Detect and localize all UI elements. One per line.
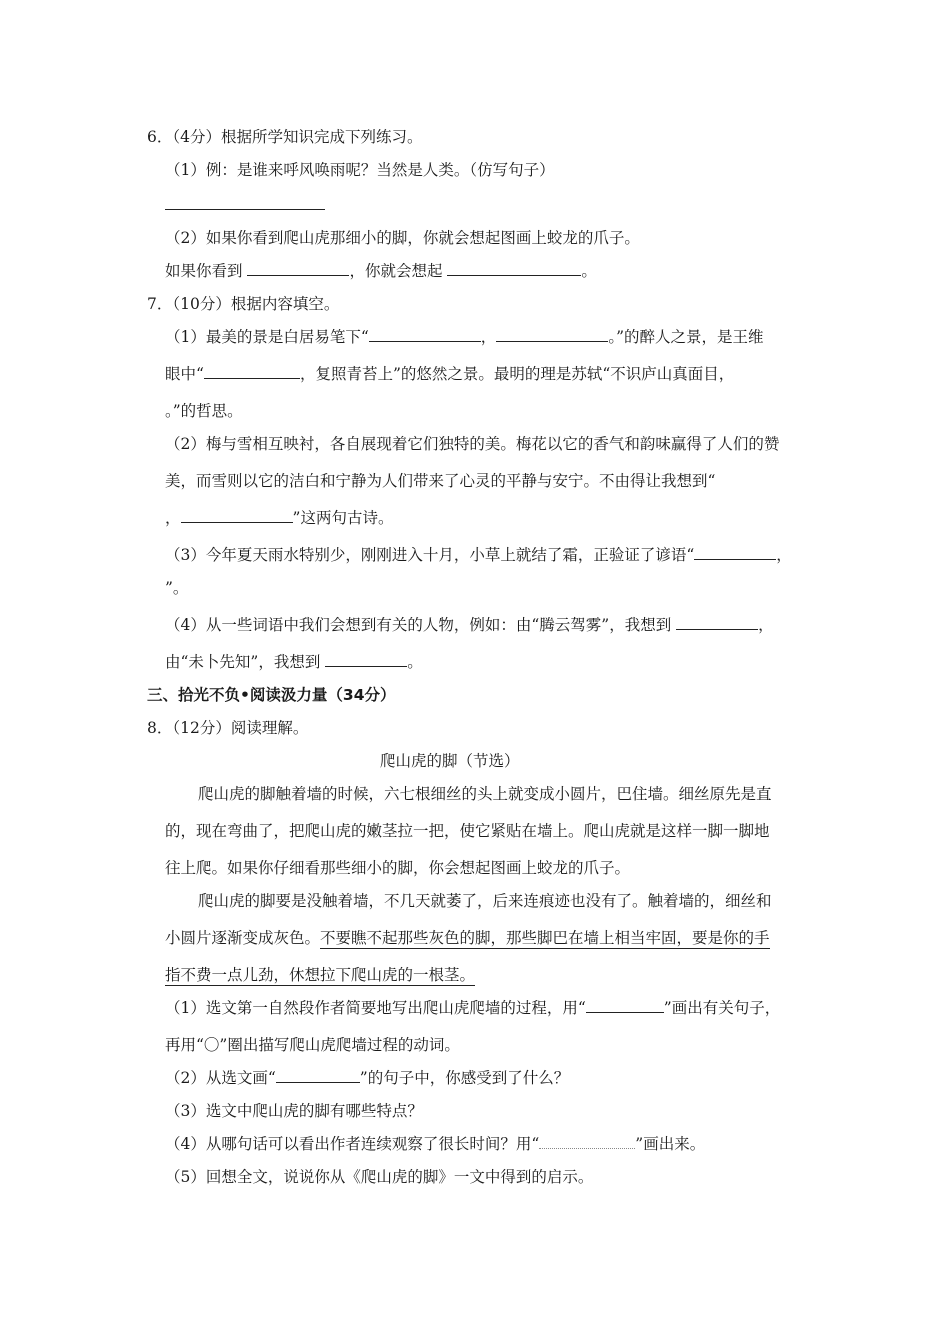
q8-sub4 [165, 1133, 705, 1155]
text: 如果你看到 [165, 262, 243, 280]
blank-input[interactable] [496, 326, 608, 342]
text: ， [165, 509, 181, 527]
q7-part2-line3 [165, 507, 393, 529]
blank-input[interactable] [447, 260, 581, 276]
passage-para2-line1: 爬山虎的脚要是没触着墙，不几天就萎了，后来连痕迹也没有了。触着墙的，细丝和 [198, 892, 772, 910]
q8-sub1-line1 [165, 997, 780, 1019]
section-heading: 三、拾光不负•阅读汲力量（34分） [147, 686, 396, 704]
text: 由“未卜先知”，我想到 [165, 653, 321, 671]
passage-para1-line1: 爬山虎的脚触着墙的时候，六七根细丝的头上就变成小圆片，巴住墙。细丝原先是直 [198, 785, 772, 803]
passage-para2-line2 [165, 927, 770, 949]
blank-input[interactable] [247, 260, 349, 276]
text: 小圆片逐渐变成灰色。 [165, 929, 321, 947]
q8-sub1-line2: 再用“〇”圈出描写爬山虎爬墙过程的动词。 [165, 1036, 460, 1054]
q8-stem: 8．（12分）阅读理解。 [147, 719, 309, 737]
text: 眼中“ [165, 365, 204, 383]
blank-input[interactable] [204, 363, 300, 379]
q6-part1: （1）例：是谁来呼风唤雨呢？当然是人类。（仿写句子） [165, 161, 555, 179]
q8-sub5: （5）回想全文，说说你从《爬山虎的脚》一文中得到的启示。 [165, 1168, 594, 1186]
wavy-underline-sample [539, 1136, 635, 1149]
text: ”画出来。 [635, 1135, 706, 1153]
underlined-sentence: 指不费一点儿劲，休想拉下爬山虎的一根茎。 [165, 966, 476, 984]
q7-part3-line2: ”。 [165, 579, 189, 597]
text: （2）从选文画“ [165, 1069, 276, 1087]
underline-sample [586, 997, 664, 1013]
q7-part1-line2 [165, 363, 734, 385]
q7-part4-line1 [165, 614, 774, 636]
q6-answer-line[interactable] [165, 209, 325, 210]
text: （4）从一些词语中我们会想到有关的人物，例如：由“腾云驾雾”，我想到 [165, 616, 672, 634]
text: （3）今年夏天雨水特别少，刚刚进入十月，小草上就结了霜，正验证了谚语“ [165, 546, 695, 564]
text: 。”的醉人之景，是王维 [608, 328, 764, 346]
blank-input[interactable] [369, 326, 481, 342]
text: （1）选文第一自然段作者简要地写出爬山虎爬墙的过程，用“ [165, 999, 586, 1017]
q6-stem: 6．（4分）根据所学知识完成下列练习。 [147, 128, 423, 146]
blank-input[interactable] [676, 614, 758, 630]
q7-part2-line1: （2）梅与雪相互映衬，各自展现着它们独特的美。梅花以它的香气和韵味赢得了人们的赞 [165, 435, 780, 453]
q8-sub3: （3）选文中爬山虎的脚有哪些特点？ [165, 1102, 423, 1120]
text: ”的句子中，你感受到了什么？ [359, 1069, 570, 1087]
passage-para1-line2: 的，现在弯曲了，把爬山虎的嫩茎拉一把，使它紧贴在墙上。爬山虎就是这样一脚一脚地 [165, 822, 770, 840]
q7-part1-line3: 。”的哲思。 [165, 402, 243, 420]
q7-stem: 7．（10分）根据内容填空。 [147, 295, 340, 313]
q6-part2: （2）如果你看到爬山虎那细小的脚，你就会想起图画上蛟龙的爪子。 [165, 229, 640, 247]
q7-part4-line2 [165, 651, 423, 673]
q7-part3-line1 [165, 544, 792, 566]
q7-part1-line1 [165, 326, 764, 348]
text: 。 [407, 653, 423, 671]
text: ， [480, 328, 497, 346]
underlined-sentence: 不要瞧不起那些灰色的脚，那些脚巴在墙上相当牢固，要是你的手 [320, 929, 770, 947]
text: ， [776, 546, 792, 564]
passage-para1-line3: 往上爬。如果你仔细看那些细小的脚，你会想起图画上蛟龙的爪子。 [165, 859, 631, 877]
text: （1）最美的景是白居易笔下“ [165, 328, 369, 346]
underline-sample [276, 1067, 360, 1083]
q8-sub2 [165, 1067, 569, 1089]
text: ”这两句古诗。 [292, 509, 394, 527]
passage-para2-line3 [165, 964, 475, 986]
text: ， [758, 616, 774, 634]
text: ”画出有关句子， [663, 999, 781, 1017]
q7-part2-line2: 美，而雪则以它的洁白和宁静为人们带来了心灵的平静与安宁。不由得让我想到“ [165, 472, 716, 490]
blank-input[interactable] [325, 651, 407, 667]
q6-part2-fill [165, 260, 597, 282]
text: （4）从哪句话可以看出作者连续观察了很长时间？用“ [165, 1135, 540, 1153]
text: ，复照青苔上”的悠然之景。最明的理是苏轼“不识庐山真面目， [299, 365, 735, 383]
text: ，你就会想起 [349, 262, 443, 280]
text: 。 [581, 262, 597, 280]
blank-input[interactable] [181, 507, 293, 523]
blank-input[interactable] [694, 544, 776, 560]
passage-title: 爬山虎的脚（节选） [380, 752, 520, 770]
